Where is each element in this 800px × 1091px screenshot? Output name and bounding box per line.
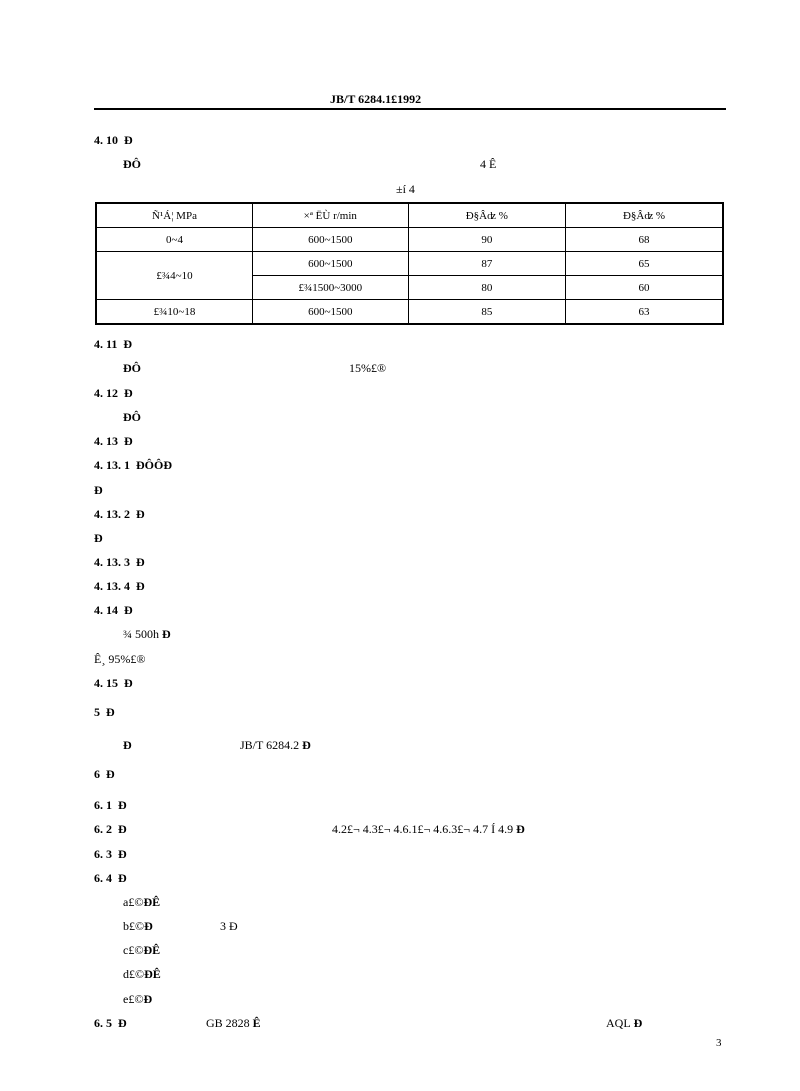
section-5-heading: 5 Ð	[94, 705, 115, 719]
section-6-3-number: 6. 3 Ð	[94, 847, 127, 861]
section-4-11-body: ÐÔ	[123, 361, 141, 375]
cell-eff2: 65	[566, 252, 723, 276]
section-6-4-number: 6. 4 Ð	[94, 871, 127, 885]
section-6-5-aql: AQL Ð	[606, 1016, 643, 1030]
section-6-2-refs: 4.2£¬ 4.3£¬ 4.6.1£¬ 4.6.3£¬ 4.7 Í 4.9 Ð	[332, 822, 525, 836]
section-4-12-number: 4. 12 Ð	[94, 386, 133, 400]
cell-eff2: 68	[566, 228, 723, 252]
section-4-13-2-body: Ð	[94, 531, 103, 545]
page-number: 3	[716, 1037, 722, 1049]
spec-table	[95, 202, 724, 325]
section-4-14-number: 4. 14 Ð	[94, 603, 133, 617]
section-6-heading: 6 Ð	[94, 767, 115, 781]
section-6-1-number: 6. 1 Ð	[94, 798, 127, 812]
section-4-13-1-body: Ð	[94, 483, 103, 497]
cell-pressure: £¾4~10	[96, 252, 253, 300]
section-6-5-ref: GB 2828 Ê	[206, 1016, 261, 1030]
section-6-2-number: 6. 2 Ð	[94, 822, 127, 836]
doc-header-id: JB/T 6284.1£1992	[330, 92, 422, 106]
section-4-13-1-number: 4. 13. 1 ÐÔÔÐ	[94, 458, 172, 472]
list-item: d£©ÐÊ	[123, 967, 161, 981]
section-4-13-number: 4. 13 Ð	[94, 434, 133, 448]
section-4-12-body: ÐÔ	[123, 410, 141, 424]
list-item: b£©Ð	[123, 919, 153, 933]
table-header-eff2: Ð§Âʣ %	[566, 203, 723, 228]
section-6-5-number: 6. 5 Ð	[94, 1016, 127, 1030]
table-header-row	[96, 203, 723, 228]
list-item: a£©ÐÊ	[123, 895, 161, 909]
section-4-14-line2: Ê¸ 95%£®	[94, 652, 146, 666]
cell-speed: 600~1500	[253, 252, 409, 276]
section-4-15-number: 4. 15 Ð	[94, 676, 133, 690]
cell-speed: 600~1500	[253, 300, 409, 325]
list-item: c£©ÐÊ	[123, 943, 161, 957]
cell-speed: 600~1500	[253, 228, 409, 252]
header-rule	[94, 108, 726, 110]
section-4-14-line1: ¾ 500h Ð	[123, 627, 171, 641]
section-4-10-ref: 4 Ê	[480, 157, 497, 171]
table-header-speed: ×ª ËÙ r/min	[253, 203, 409, 228]
table-row	[96, 252, 723, 276]
section-4-10-number: 4. 10 Ð	[94, 133, 133, 147]
cell-eff2: 63	[566, 300, 723, 325]
list-item-extra: 3 Ð	[220, 919, 238, 933]
section-4-13-2-number: 4. 13. 2 Ð	[94, 507, 145, 521]
cell-pressure: 0~4	[96, 228, 253, 252]
section-4-13-4-number: 4. 13. 4 Ð	[94, 579, 145, 593]
table-caption: ±í 4	[396, 182, 415, 196]
cell-eff2: 60	[566, 276, 723, 300]
cell-speed: £¾1500~3000	[253, 276, 409, 300]
cell-eff1: 80	[408, 276, 565, 300]
section-4-11-number: 4. 11 Ð	[94, 337, 133, 351]
section-4-10-body: ÐÔ	[123, 157, 141, 171]
cell-eff1: 90	[408, 228, 565, 252]
cell-eff1: 85	[408, 300, 565, 325]
section-5-ref: JB/T 6284.2 Ð	[240, 738, 311, 752]
cell-pressure: £¾10~18	[96, 300, 253, 325]
section-4-11-value: 15%£®	[349, 361, 387, 375]
cell-eff1: 87	[408, 252, 565, 276]
table-header-eff1: Ð§Âʣ %	[408, 203, 565, 228]
table-row	[96, 228, 723, 252]
list-item: e£©Ð	[123, 992, 153, 1006]
section-5-body: Ð	[123, 738, 132, 752]
table-header-pressure: Ñ¹Á¦ MPa	[96, 203, 253, 228]
table-row	[96, 300, 723, 325]
section-4-13-3-number: 4. 13. 3 Ð	[94, 555, 145, 569]
